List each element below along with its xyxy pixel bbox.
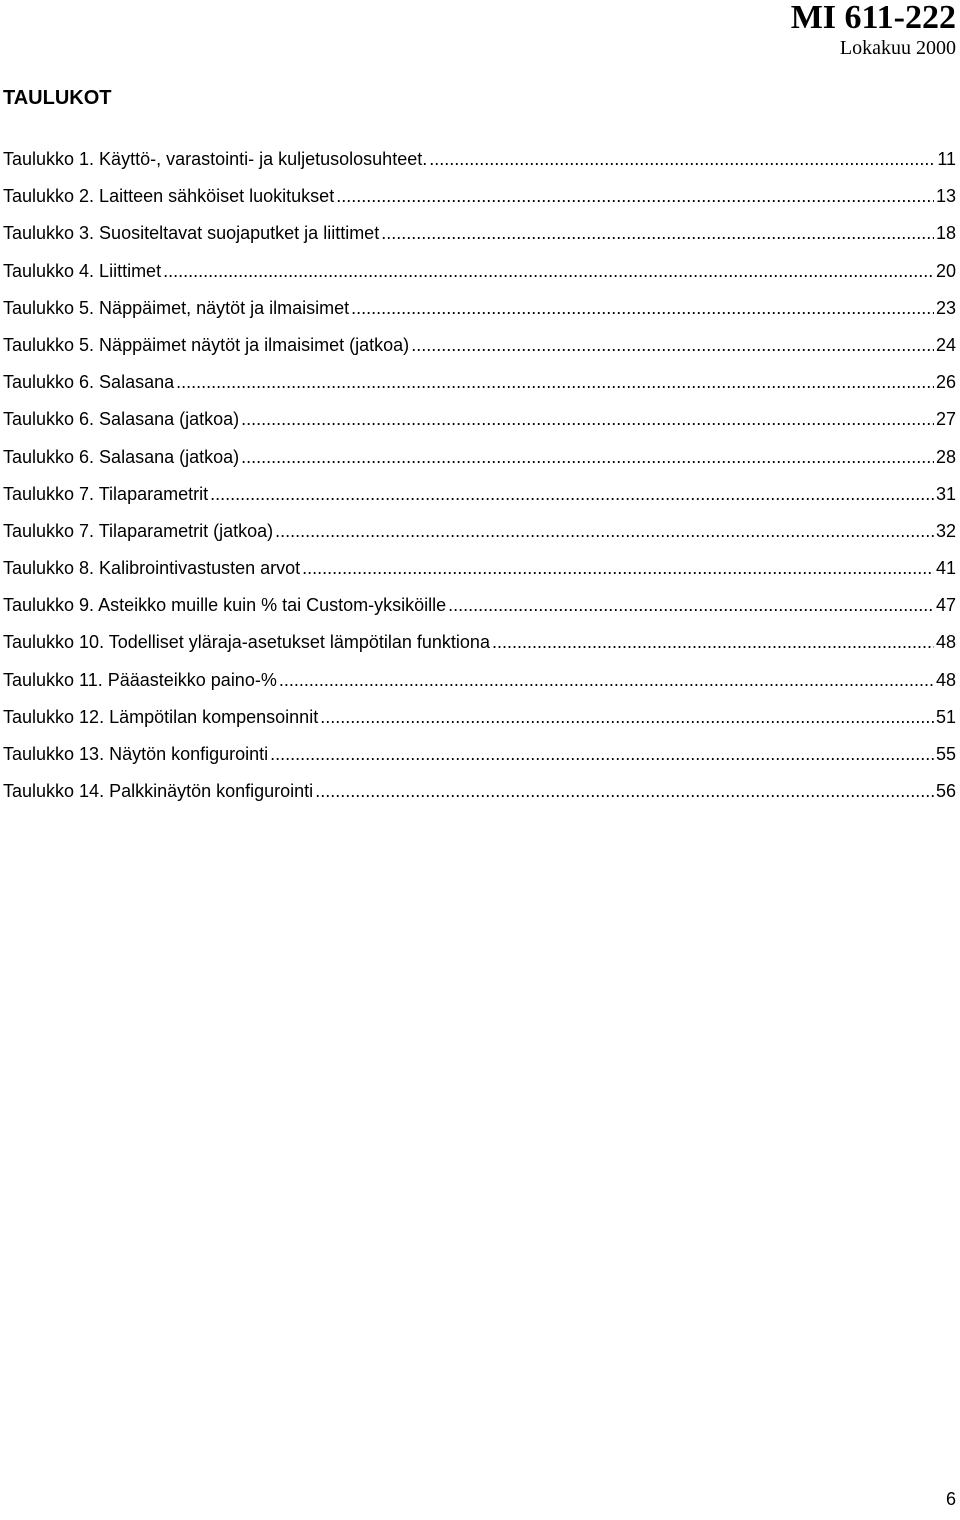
toc-entry-page: 51	[935, 706, 956, 727]
toc-leader	[320, 705, 934, 729]
toc-entry[interactable]	[3, 556, 956, 580]
toc-entry-page: 32	[935, 520, 956, 541]
page-number: 6	[945, 1489, 956, 1509]
toc-entry-page: 18	[935, 223, 956, 244]
toc-entry[interactable]	[3, 184, 956, 208]
toc-entry-page: 48	[935, 669, 956, 690]
toc-entry-label: Taulukko 7. Tilaparametrit (jatkoa)	[3, 520, 274, 541]
toc-leader	[315, 779, 934, 803]
document-code: MI 611-222	[790, 0, 956, 36]
toc-entry-page: 31	[935, 483, 956, 504]
toc-entry-label: Taulukko 8. Kalibrointivastusten arvot	[3, 558, 301, 579]
toc-entry-label: Taulukko 1. Käyttö-, varastointi- ja kuljetusolosuhteet.	[3, 149, 428, 169]
toc-entry[interactable]	[3, 742, 956, 766]
toc-leader	[381, 221, 934, 245]
toc-leader	[448, 593, 934, 617]
toc-entry-page: 13	[935, 186, 956, 207]
toc-entry-page: 28	[935, 446, 956, 467]
toc-entry[interactable]	[3, 259, 956, 283]
toc-entry[interactable]	[3, 519, 956, 543]
toc-entry[interactable]	[3, 296, 956, 320]
toc-entry[interactable]	[3, 705, 956, 729]
toc-leader	[241, 407, 934, 431]
toc-entry-page: 26	[935, 372, 956, 393]
toc-entry[interactable]	[3, 333, 956, 357]
toc-entry-label: Taulukko 6. Salasana	[3, 372, 175, 393]
toc-entry-label: Taulukko 6. Salasana (jatkoa)	[3, 446, 240, 467]
toc-leader	[336, 184, 934, 208]
toc-entry[interactable]	[3, 779, 956, 803]
toc-entry-page: 11	[937, 149, 956, 169]
toc-entry-page: 55	[935, 744, 956, 764]
toc-leader	[275, 519, 934, 543]
toc-entry-label: Taulukko 4. Liittimet	[3, 260, 162, 281]
toc-entry-page: 56	[935, 781, 956, 802]
toc-entry-label: Taulukko 6. Salasana (jatkoa)	[3, 409, 240, 430]
toc-leader	[270, 742, 934, 766]
toc-entry-page: 48	[935, 632, 956, 653]
toc-entry[interactable]	[3, 147, 956, 171]
toc-entry-label: Taulukko 12. Lämpötilan kompensoinnit	[3, 706, 319, 727]
toc-entry[interactable]	[3, 593, 956, 617]
toc-leader	[241, 445, 934, 469]
toc-leader	[163, 259, 934, 283]
document-date: Lokakuu 2000	[839, 37, 956, 59]
toc-entry-label: Taulukko 13. Näytön konfigurointi	[3, 744, 269, 764]
toc-entry-label: Taulukko 3. Suositeltavat suojaputket ja liittimet	[3, 223, 380, 244]
toc-leader	[429, 147, 935, 171]
toc-entry-label: Taulukko 11. Pääasteikko paino-%	[3, 669, 277, 690]
table-of-tables	[3, 147, 956, 803]
toc-leader	[176, 370, 934, 394]
toc-entry[interactable]	[3, 630, 956, 654]
page-header	[791, 0, 956, 60]
toc-entry[interactable]	[3, 482, 956, 506]
toc-entry-label: Taulukko 9. Asteikko muille kuin % tai Custom-yksiköille	[3, 595, 447, 616]
toc-entry-page: 47	[935, 595, 956, 616]
toc-entry-label: Taulukko 2. Laitteen sähköiset luokitukset	[3, 186, 335, 207]
toc-entry[interactable]	[3, 370, 956, 394]
toc-entry-label: Taulukko 14. Palkkinäytön konfigurointi	[3, 781, 314, 802]
toc-entry-page: 23	[935, 297, 956, 318]
toc-leader	[492, 630, 934, 654]
toc-entry-page: 41	[935, 558, 956, 579]
toc-entry-page: 27	[935, 409, 956, 430]
toc-entry-page: 20	[935, 260, 956, 281]
toc-leader	[351, 296, 934, 320]
section-title: TAULUKOT	[3, 87, 112, 109]
toc-leader	[302, 556, 934, 580]
toc-entry-page: 24	[935, 334, 956, 355]
toc-leader	[210, 482, 934, 506]
toc-entry-label: Taulukko 5. Näppäimet näytöt ja ilmaisimet (jatkoa)	[3, 334, 410, 355]
toc-entry[interactable]	[3, 445, 956, 469]
toc-leader	[279, 668, 934, 692]
toc-leader	[411, 333, 934, 357]
toc-entry[interactable]	[3, 668, 956, 692]
toc-entry-label: Taulukko 10. Todelliset yläraja-asetukset lämpötilan funktiona	[3, 632, 490, 653]
toc-entry-label: Taulukko 7. Tilaparametrit	[3, 483, 209, 504]
toc-entry-label: Taulukko 5. Näppäimet, näytöt ja ilmaisimet	[3, 297, 350, 318]
toc-entry[interactable]	[3, 221, 956, 245]
toc-entry[interactable]	[3, 407, 956, 431]
